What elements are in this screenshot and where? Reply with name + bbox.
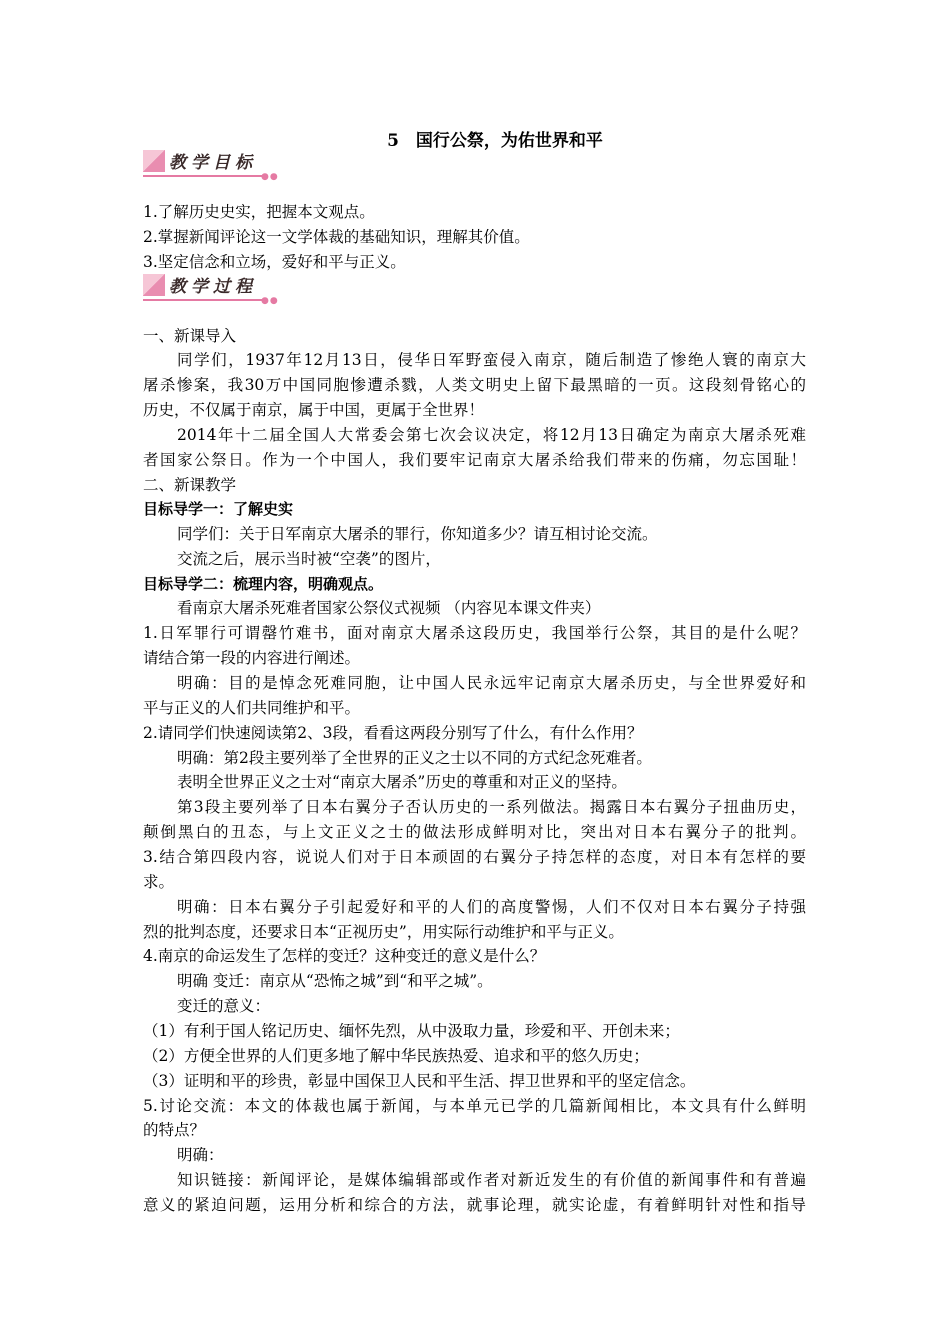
heading-line: 二、新课教学	[143, 476, 237, 494]
paragraph-line: 看南京大屠杀死难者国家公祭仪式视频 （内容见本课文件夹）	[177, 599, 601, 617]
section-banner-objectives	[143, 148, 283, 180]
answer-line: 变迁的意义：	[177, 997, 271, 1015]
answer-line: 颠倒黑白的丑态，与上文正义之士的做法形成鲜明对比，突出对日本右翼分子的批判。	[143, 823, 806, 841]
answer-line: 平与正义的人们共同维护和平。	[143, 699, 361, 717]
goal-heading: 目标导学一：了解史实	[143, 500, 294, 518]
paragraph-line: 屠杀惨案，我30万中国同胞惨遭杀戮，人类文明史上留下最黑暗的一页。这段刻骨铭心的	[143, 376, 806, 394]
objective-item: 3.坚定信念和立场，爱好和平与正义。	[143, 253, 406, 271]
objective-item: 2.掌握新闻评论这一文学体裁的基础知识，理解其价值。	[143, 228, 530, 246]
question-line: 5.讨论交流：本文的体裁也属于新闻，与本单元已学的几篇新闻相比，本文具有什么鲜明	[143, 1097, 806, 1115]
question-line: 2.请同学们快速阅读第2、3段，看看这两段分别写了什么，有什么作用？	[143, 724, 643, 742]
objective-item: 1.了解历史史实，把握本文观点。	[143, 203, 375, 221]
paragraph-line: 历史，不仅属于南京，属于中国，更属于全世界！	[143, 401, 485, 419]
question-line: 3.结合第四段内容，说说人们对于日本顽固的右翼分子持怎样的态度，对日本有怎样的要	[143, 848, 806, 866]
answer-line: 烈的批判态度，还要求日本“正视历史”，用实际行动维护和平与正义。	[143, 923, 624, 941]
paragraph-line: 同学们：关于日军南京大屠杀的罪行，你知道多少？请互相讨论交流。	[177, 525, 658, 543]
section-heading-objectives: 教学目标	[169, 153, 257, 173]
question-line: 求。	[143, 873, 175, 891]
answer-line: 明确：目的是悼念死难同胞，让中国人民永远牢记南京大屠杀历史，与全世界爱好和	[177, 674, 806, 692]
answer-line: 表明全世界正义之士对“南京大屠杀”历史的尊重和对正义的坚持。	[177, 773, 627, 791]
question-line: 4.南京的命运发生了怎样的变迁？这种变迁的意义是什么？	[143, 947, 546, 965]
goal-heading: 目标导学二：梳理内容，明确观点。	[143, 575, 384, 593]
paragraph-line: 2014年十二届全国人大常委会第七次会议决定，将12月13日确定为南京大屠杀死难	[177, 426, 806, 444]
answer-line: 明确 变迁：南京从“恐怖之城”到“和平之城”。	[177, 972, 493, 990]
answer-line: 明确：日本右翼分子引起爱好和平的人们的高度警惕，人们不仅对日本右翼分子持强	[177, 898, 806, 916]
question-line: 请结合第一段的内容进行阐述。	[143, 649, 361, 667]
knowledge-line: 意义的紧迫问题，运用分析和综合的方法，就事论理，就实论虚，有着鲜明针对性和指导	[143, 1196, 806, 1214]
page-title: 5 国行公祭，为佑世界和平	[387, 131, 603, 151]
question-line: 1.日军罪行可谓罄竹难书，面对南京大屠杀这段历史，我国举行公祭，其目的是什么呢？	[143, 624, 806, 642]
paragraph-line: 者国家公祭日。作为一个中国人，我们要牢记南京大屠杀给我们带来的伤痛，勿忘国耻！	[143, 451, 806, 469]
section-banner-process	[143, 272, 283, 304]
banner-rule	[143, 175, 267, 177]
answer-line: 第3段主要列举了日本右翼分子否认历史的一系列做法。揭露日本右翼分子扭曲历史，	[177, 798, 806, 816]
banner-dots-icon: ●●	[261, 172, 279, 182]
list-item: （3）证明和平的珍贵，彰显中国保卫人民和平生活、捍卫世界和平的坚定信念。	[143, 1072, 696, 1090]
knowledge-line: 知识链接：新闻评论，是媒体编辑部或作者对新近发生的有价值的新闻事件和有普遍	[177, 1171, 806, 1189]
banner-tab-icon	[143, 274, 165, 296]
list-item: （2）方便全世界的人们更多地了解中华民族热爱、追求和平的悠久历史；	[143, 1047, 649, 1065]
answer-line: 明确：第2段主要列举了全世界的正义之士以不同的方式纪念死难者。	[177, 749, 652, 767]
list-item: （1）有利于国人铭记历史、缅怀先烈，从中汲取力量，珍爱和平、开创未来；	[143, 1022, 680, 1040]
answer-line: 明确：	[177, 1146, 224, 1164]
section-heading-process: 教学过程	[169, 277, 257, 297]
banner-dots-icon: ●●	[261, 296, 279, 306]
paragraph-line: 交流之后，展示当时被“空袭”的图片，	[177, 550, 441, 568]
banner-tab-icon	[143, 150, 165, 172]
question-line: 的特点？	[143, 1121, 206, 1139]
banner-rule	[143, 299, 267, 301]
heading-line: 一、新课导入	[143, 327, 237, 345]
paragraph-line: 同学们，1937年12月13日，侵华日军野蛮侵入南京，随后制造了惨绝人寰的南京大	[177, 351, 806, 369]
